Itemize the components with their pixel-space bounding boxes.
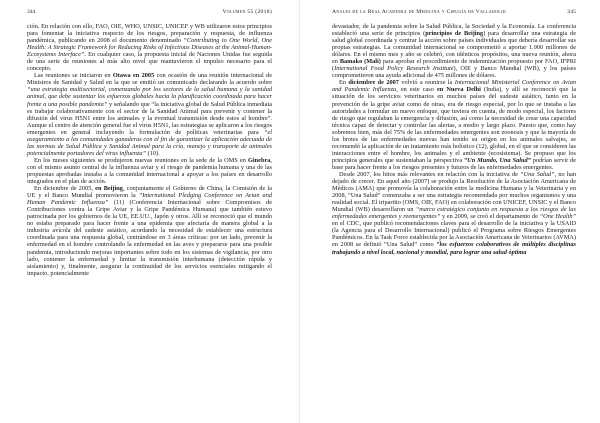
text-run: ción. En relación con ello, FAO, OIE, WHO, UNSIC, UNICEF y WB utilizaron estos principios para fomentar la iniciativa respecto de los riesgos, preparación y respuesta, de influenza pandémica, publicando en 2008 el documento denominado [27,23,272,45]
left-page-header [27,7,272,17]
text-run: “los esfuerzos colaborativos de múltiples disciplinas trabajando a nivel local, nacional y mundial, para lograr una salud óptima [332,241,577,256]
text-run: diciembre de 2007 [348,79,399,87]
text-run: , conjuntamente el Gobierno de China, la Comisión de la UE y el Banco Mundial promovieron la [27,185,272,200]
right-running-head: Anales de la Real Academia de Medicina y Cirugía de Valladolid [332,9,506,15]
text-run: principios de Beijing [425,30,484,38]
text-run: , con el mismo asunto central de la influenza aviar y el riesgo de pandemia humana y una de las propuestas aprobadas instaba a la comunidad internacional a apoyar a los países en desarrollo integrados en el plan de acción. [27,156,272,186]
text-run: y señalando que “la iniciativa global de Salud Pública inmediata es trabajar colaborativamente con el sector de la Sanidad Animal para prevenir y contener la difusión del virus H5N1 entre los animales y la eventual transmisión desde estos al hombre”. Aunque el centro de atención general fue el virus H5N1, las estrategias se aplicaron a los riesgos emergentes en general incluyendo la formulación de políticas veterinarias para [27,100,273,136]
paragraph [27,72,272,157]
text-run: podrían servir de base para hacer frente a los riesgos presentes y futuros de las enfermedades emergentes. [332,156,576,171]
text-run: Internacional Ministerial Conference on Avian and Pandemic Influenza [332,79,577,94]
text-run: ), OIE y Banco Mundial (WB), y los países comprometieron una ayuda adicional de 475 millones de dólares. [332,65,576,80]
text-run: , no han dejado de crecer. En aquel año (2007) se produjo la Resolución de la Asociación Americana de Médicos (AMA) que promovía la colaboración entre la medicina Humana y la Veterinaria y en 2008, “Una Salud” comenzaba a ser una estrategia recomendada por muchos organismos y una realidad social. El tripartito (OMS, OIE, FAO) en colaboración con UNICEF, UNSIC y el Banco Mundial (WB) desarrollaron un [332,170,576,214]
paragraph [27,23,272,72]
text-run: Ginebra [248,156,271,164]
text-run: Bamako (Malí) [339,58,381,66]
left-running-head: Volumen 55 (2018) [222,9,272,15]
paragraph [332,171,576,256]
text-run: “International Pledging Conference on Avian and Human Pandemic Influenza” [27,192,272,207]
text-run: “Un Mundo, Una Salud” [464,156,531,164]
text-run: en Nueva Delhi [436,86,481,94]
text-run: En diciembre de 2005, [34,185,96,193]
text-run: en el CDC, que publicó recomendaciones claves para el desarrollo de la iniciativa y la USAID (la Agencia para el Desarrollo Internacional) publicó el Programa sobre Riesgos Emergentes Pandémicos. En la Task Force establecida por la Asociación Americana de Veterinarios (AVMA) en 2008 se definió “Una Salud” como [332,220,576,249]
left-page-body [27,23,272,277]
right-page-header [332,7,576,17]
text-run: . En cualquier caso, la propuesta inicial de Naciones Unidas fue seguida de una serie de reuniones al más alto nivel que mantuvieron el impulso necesario para el concepto. [27,51,272,73]
text-run: “el aseguramiento a las comunidades ganaderas con el fin de garantizar la aplicación adecuada de las normas de Salud Pública y Sanidad Animal para la cría, manejo y transporte de animales potencialmente portadores del virus influenza” [27,128,272,157]
text-run: En [339,79,349,87]
text-run: (11) (Conferencia Internacional sobre Compromisos de Contribuciones contra la Gripe Aviar y la Gripe Pandémica Humana) que también estuvo patrocinada por los gobiernos de la UE, EE.UU., Japón y otros. Allí se reconoció que el mundo no estaba preparado para hacer frente a una epidemia que afectaría de manera global a la industria avícola del sudeste asiático, acordando la necesidad de establecer una estructura coordinada para una respuesta global, centrándose en 3 áreas críticas: por un lado, prevenir la enfermedad en el hombre controlando la enfermedad en las aves y prepararse para una posible pandemia, introduciendo mejoras importantes sobre todo en los sistemas de vigilancia, por otro lado, contener la enfermedad y limitar la transmisión interhumana (detección rápida y aislamiento) y, finalmente, asegurar la continuidad de los servicios esenciales mitigando el impacto, potencialmente [27,199,273,277]
text-run: (10). [146,149,160,157]
text-run: “marco estratégico conjunto en respuesta a los riesgos de las enfermedades emergentes y reemergentes” [332,206,576,221]
text-run: con ocasión de una reunión internacional de Ministros de Sanidad y Salud en la que se emitió un comunicado declarando la acuerdo sobre [27,72,272,87]
right-page [300,0,600,423]
paragraph [27,185,272,277]
text-run: International Food Policy Research Institute [334,65,454,73]
text-run: volvió a reunirse la [398,79,455,87]
paragraph [332,79,576,171]
text-run: (India), y allí se reconoció que la situación de los servicios veterinarios en muchos países del sudeste asiático, tanto en la prevención de la gripe aviar como de otras, era de riesgo especial, por lo que se instaba a las autoridades a formular un nuevo enfoque, que tuviera en cuenta, de modo especial, los factores de riesgo que regulaban la emergencia y difusión, así como la necesidad de crear una capacidad técnica capaz de detectar y controlar las alertas, a medio y largo plazo. Puesto que, como hay sobremos bien, más del 75% de las enfermedades emergentes son zoonosis y que la mayoría de los brotes de las enfermedades nuevas han tenido su origen en los animales salvajes, se recomendó la aplicación de un tratamiento más holístico (12), global, en el que se consideren las interacciones entre el hombre, los animales y el ambiente (ecosistema). Se propuso que los principios generales que sustentaban la perspectiva [332,86,576,164]
right-page-number: 345 [567,9,576,15]
text-run: Desde 2007, los hitos más relevantes en relación con la iniciativa de [339,170,521,178]
text-run: “One Health” [539,213,576,221]
text-run: “una estrategia multisectorial, comenzando por los sectores de la salud humana y la sanidad animal, que debe sustentar los esfuerzos globales hacia la planificación coordinada para hacer frente a una posible pandemia” [27,86,272,108]
text-run: Las reuniones se iniciaron en [34,72,113,80]
text-run: en Beijing [95,185,123,193]
text-run: “Contributing to One World, One Health: A Strategic Framework for Reducing Risks of Infectious Diseases at the Animal-Human-Ecosystems Interface” [27,37,272,59]
text-run: para aprobar el procedimiento de indemnización propuesto por FAO, IFPRI ( [332,58,576,73]
text-run: ) para desarrollar una estrategia de salud global coordinada y centrar la acción sobre países individuales que debería desarrollar sus propias estrategias. La comunidad internacional se comprometió a aportar 1.900 millones de dólares. En el mismo mes y año se celebró, con idénticos propósitos, una nueva reunión, ahora en [332,30,576,66]
text-run: Otawa en 2005 [112,72,155,80]
right-page-body [332,23,576,256]
text-run: devastador, de la pandemia sobre la Salud Pública, la Sociedad y la Economía. La conferencia estableció una serie de principios ( [332,23,576,38]
text-run: En los meses siguientes se produjeron nuevas reuniones en la sede de la OMS en [34,156,249,164]
paragraph [332,23,576,79]
left-page-number: 344 [27,9,36,15]
text-run: y en 2009, se creó el departamento de [440,213,540,221]
paragraph [27,157,272,185]
text-run: “Una Salud” [520,170,555,178]
text-run: , en este caso [396,86,437,94]
